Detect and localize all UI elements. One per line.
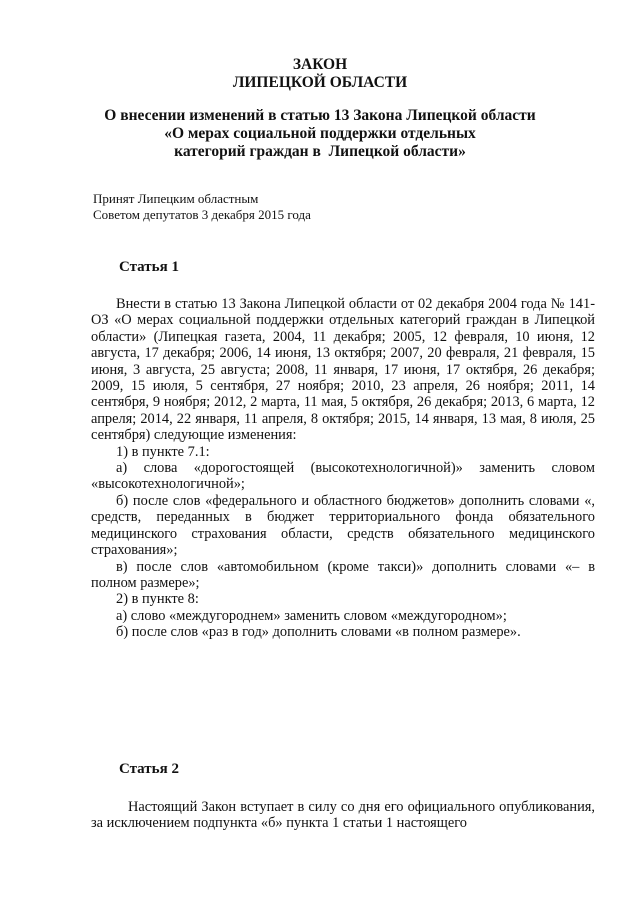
adoption-note-line1: Принят Липецким областным [93,191,259,206]
article-2-heading: Статья 2 [119,761,179,777]
article-1-paragraph: а) слова «дорогостоящей (высокотехнологичной)» заменить словом «высокотехнологичной»; [91,460,595,493]
law-subtitle-line2: «О мерах социальной поддержки отдельных [164,125,476,142]
article-2-body [91,799,595,832]
adoption-note-line2: Советом депутатов 3 декабря 2015 года [93,207,311,222]
law-title-line2: ЛИПЕЦКОЙ ОБЛАСТИ [232,74,408,91]
law-subtitle [0,107,640,161]
article-1-paragraph: Внести в статью 13 Закона Липецкой области от 02 декабря 2004 года № 141-ОЗ «О мерах социальной поддержки отдельных категорий граждан в Липецкой области» (Липецкая газета, 2004, 11 декабря; 2005, 12 февраля, 10 июня, 12 августа, 17 декабря; 2006, 14 июня, 13 октября; 2007, 20 февраля, 21 февраля, 15 июня, 3 августа, 25 августа; 2008, 11 января, 17 июня, 17 октября, 26 декабря; 2009, 15 июля, 5 сентября, 27 ноября; 2010, 23 апреля, 26 ноября; 2011, 14 сентября, 9 ноября; 2012, 2 марта, 11 мая, 5 октября, 26 декабря; 2013, 6 марта, 12 апреля; 2014, 22 января, 11 апреля, 8 октября; 2015, 14 января, 13 мая, 8 июля, 25 сентября) следующие изменения: [91,296,595,444]
adoption-note [93,191,311,223]
article-1-paragraph: 2) в пункте 8: [116,591,199,608]
article-2-paragraph: Настоящий Закон вступает в силу со дня его официального опубликования, за исключением подпункта «б» пункта 1 статьи 1 настоящего [91,799,595,832]
article-1-paragraph: 1) в пункте 7.1: [116,443,210,460]
law-title-line1: ЗАКОН [292,56,348,73]
law-subtitle-line1: О внесении изменений в статью 13 Закона Липецкой области [104,107,536,124]
law-title [0,56,640,92]
law-subtitle-line3: категорий граждан в Липецкой области» [174,143,466,160]
article-1-paragraph: в) после слов «автомобильном (кроме такси)» дополнить словами «– в полном размере»; [91,558,595,591]
article-1-heading: Статья 1 [119,259,179,275]
article-1-body [91,296,595,641]
article-1-paragraph: б) после слов «раз в год» дополнить словами «в полном размере». [116,624,521,641]
article-1-paragraph: б) после слов «федерального и областного бюджетов» дополнить словами «, средств, переданных в бюджет территориального фонда обязательного медицинского страхования области, средств обязательного медицинского страхования»; [91,492,595,559]
article-1-paragraph: а) слово «междугороднем» заменить словом «междугородном»; [116,607,507,624]
